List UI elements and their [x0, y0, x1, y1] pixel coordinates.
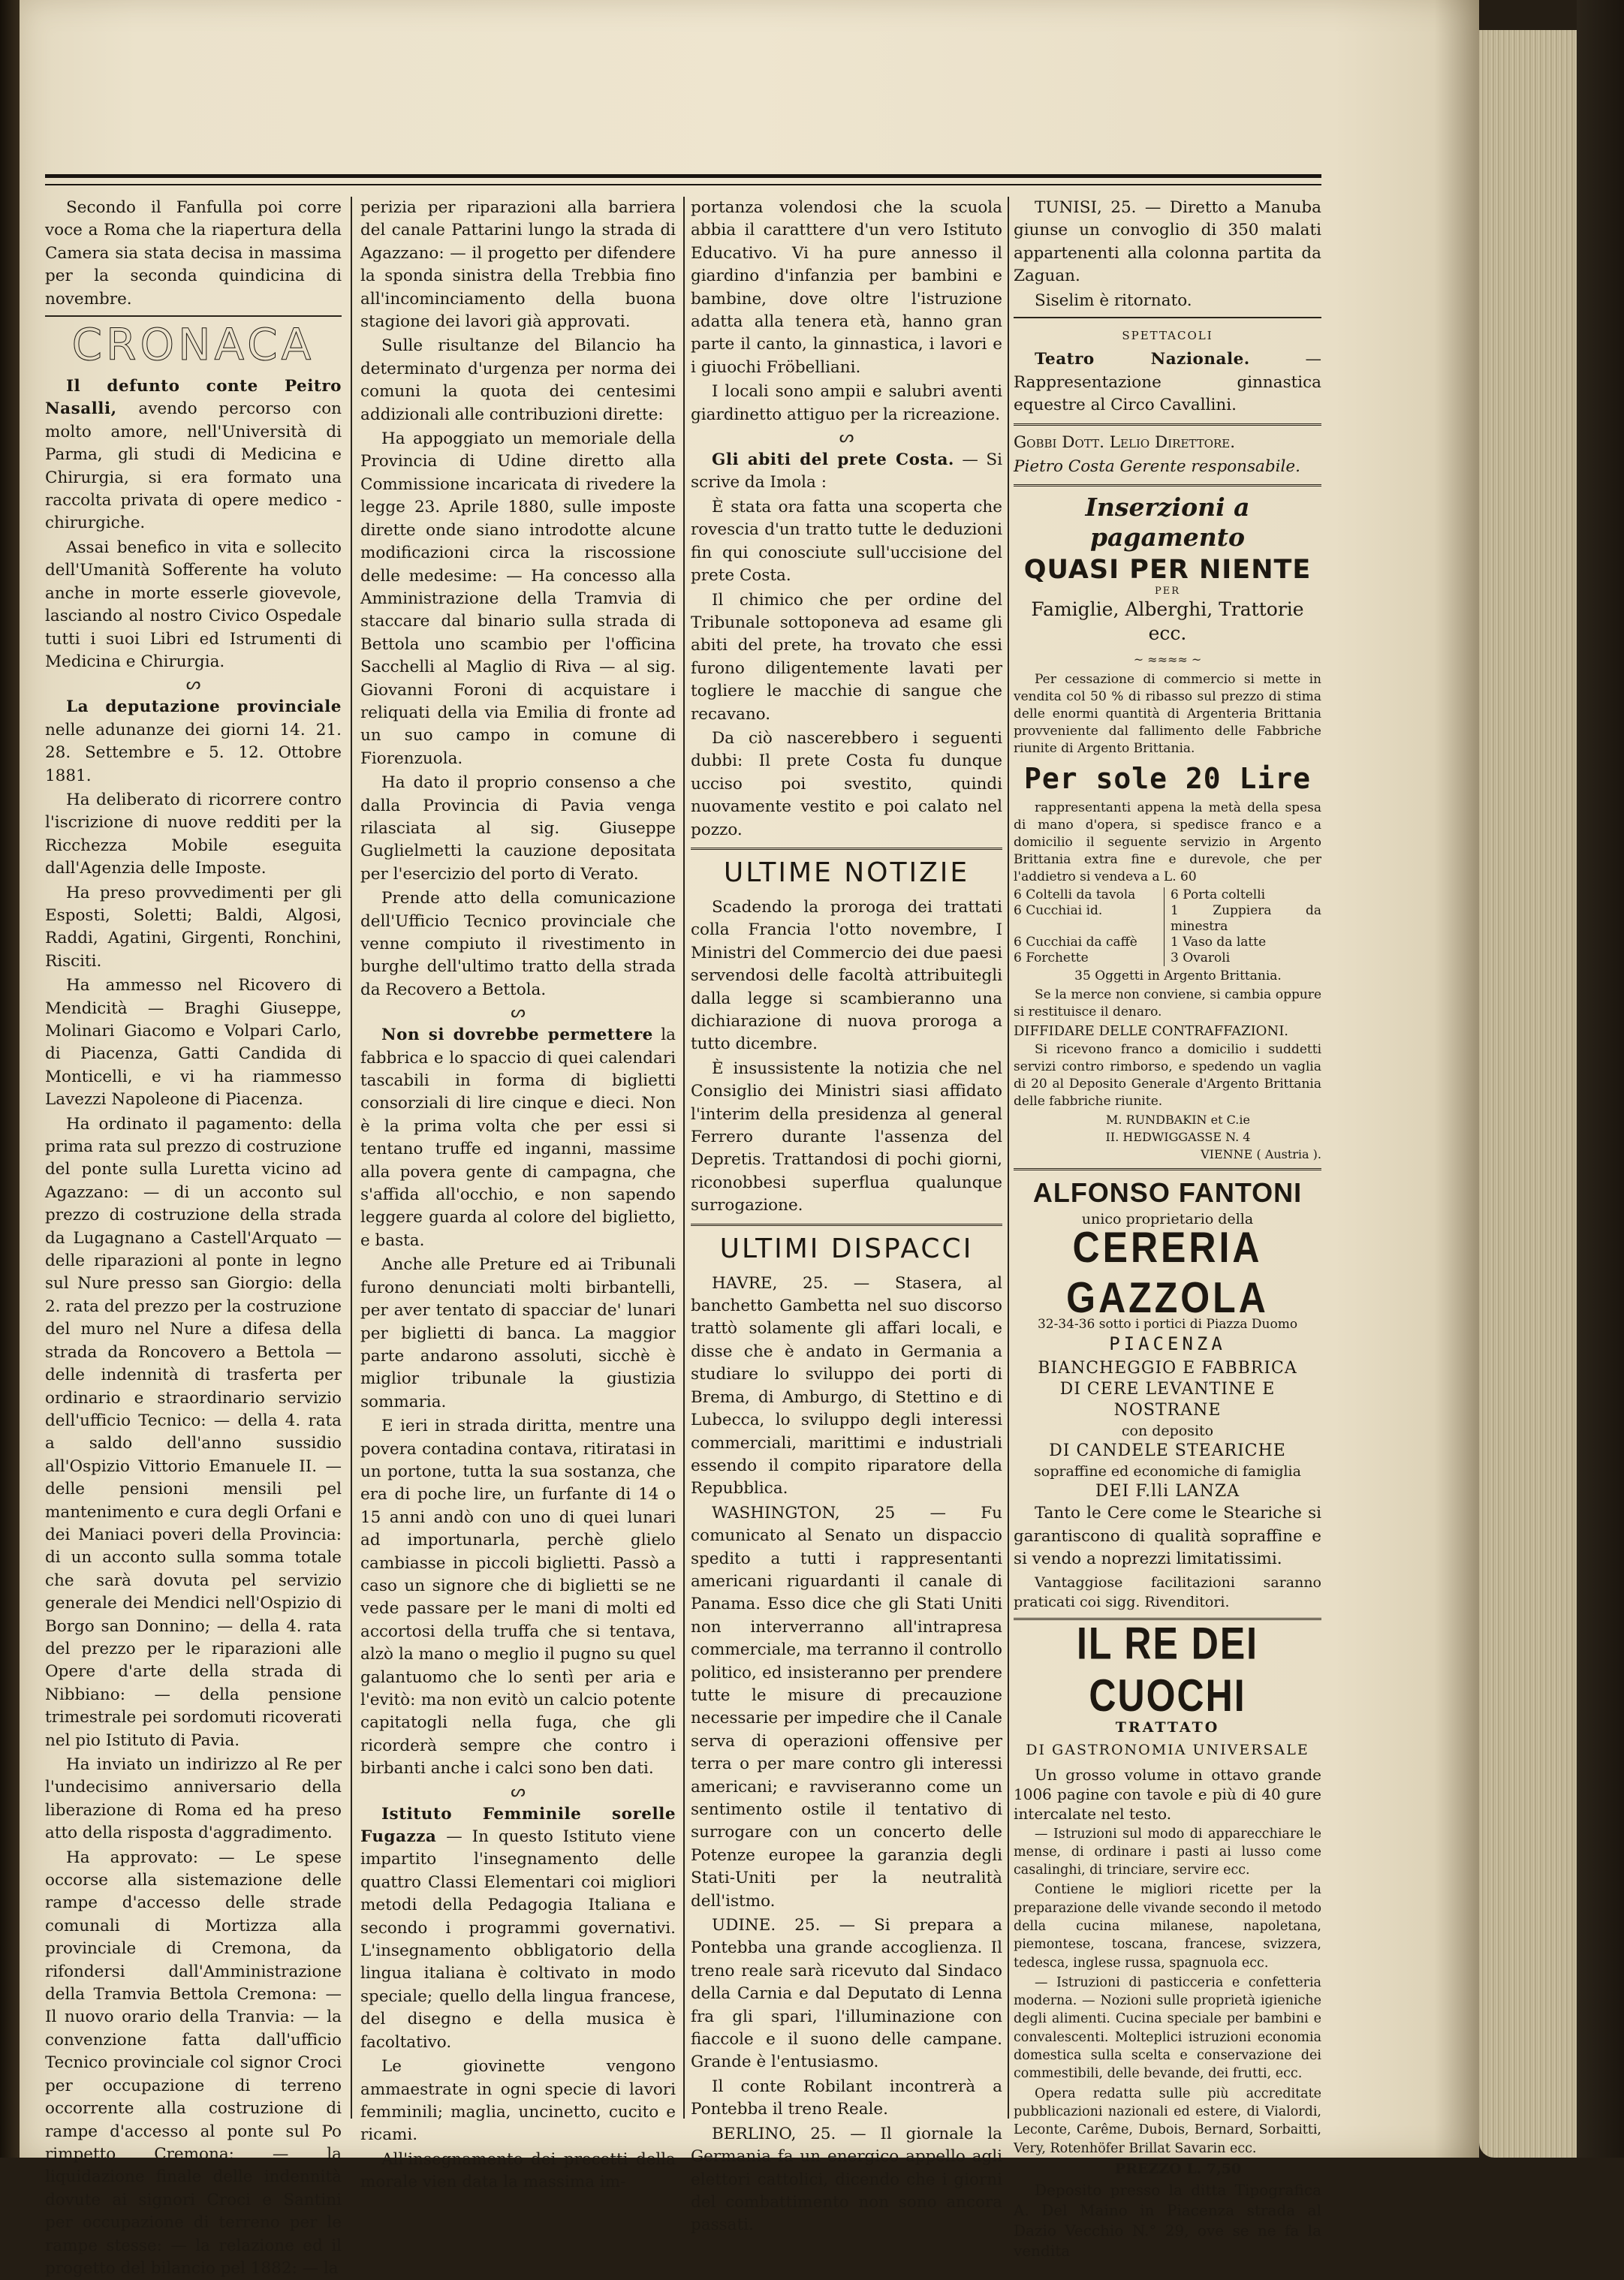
ad-text: Deposito presso la ditta Tipografica A. Del Maino in Piacenza strada al Dazio Vecchio N.° 29, ove se ne fa la vendita — [1014, 2180, 1321, 2260]
inserzioni-heading: Inserzioni a pagamento — [1085, 492, 1250, 553]
ad-line: DI CANDELE STEARICHE — [1049, 1441, 1286, 1461]
article-paragraph: Ha preso provvedimenti per gli Esposti, Soletti; Baldi, Algosi, Raddi, Agatini, Girgenti, Ronchini, Risciti. — [45, 883, 342, 971]
article-paragraph: Ha approvato: — Le spese occorse alla sistemazione delle rampe d'accesso delle strade comunali di Mortizza alla provinciale di Cremona, da rifondersi dall'Amministrazione della Tramvia Bettola Cremona: — Il nuovo orario della Tranvia: — la convenzione fatta dall'ufficio Tecnico provinciale col signor Croci per occupazione di terreno occorrente alla costruzione di rampe d'accesso al ponte sul Po rimpetto Cremona: — la liquidazione finale delle indennità dovute ai signori Croci e Santini per occupazione di terreno per le rampe stesse: — la relazione ed il progetto del bilancio pel 1882: — la — [45, 1848, 342, 2278]
intro-paragraph: Secondo il Fanfulla poi corre voce a Roma che la riapertura della Camera sia stata decisa in massima per la seconda quindicina di novembre. — [45, 198, 342, 309]
article-paragraph: E ieri in strada diritta, mentre una povera contadina contava, ritiratasi in un portone, tutta la sua sostanza, che era di poche lire, un furfante di 14 o 15 anni andò con uno di quei lunari ad importunarla, perchè glielo cambiasse in piccoli biglietti. Passò a caso un signore che di biglietti se ne vede passare per le mani di molti ed accortosi della truffa che si tentava, alzò la mano o meglio il pugno su quel galantuomo che lo sentì per aria e l'evitò: ma non evitò un calcio potente capitatogli nella fuga, che gli ricorderà sempre che contro i birbanti anche i calci sono ben dati. — [360, 1417, 676, 1779]
article-text: — In questo Istituto viene impartito l'insegnamento delle quattro Classi Elementari coi migliori metodi della Pedagogia Italiana e secondo i programmi governativi. L'insegnamento obbligatorio della lingua italiana è coltivato in modo speciale; quello della lingua francese, del disegno e della musica è facoltativo. — [360, 1827, 676, 2052]
article-lead: Il defunto conte Peitro Nasalli, — [45, 377, 342, 419]
signature-line: II. HEDWIGGASSE N. 4 — [1105, 1130, 1251, 1145]
ultime-notizie-heading: ULTIME NOTIZIE — [723, 857, 970, 888]
manager-line: Pietro Costa Gerente responsabile. — [1014, 457, 1300, 477]
article-paragraph: Da ciò nascerebbero i seguenti dubbi: Il prete Costa fu dunque ucciso poi svestito, quindi nuovamente vestito e poi calato nel pozzo. — [691, 728, 1002, 839]
per-label: PER — [1154, 586, 1181, 598]
ad-line: DI CERE LEVANTINE E NOSTRANE — [1059, 1380, 1276, 1420]
article-lead: Teatro Nazionale. — [1035, 350, 1250, 369]
list-item: 6 Forchette — [1014, 950, 1165, 966]
divider — [691, 848, 1002, 850]
list-item: 6 Cucchiai da caffè — [1014, 935, 1165, 950]
column-3 — [691, 197, 1002, 2235]
re-price: PREZZO L. 7,50 — [1114, 2160, 1242, 2177]
ad-line: sopraffine ed economiche di famiglia — [1034, 1463, 1301, 1480]
cereria-address: 32-34-36 sotto i portici di Piazza Duomo — [1037, 1317, 1298, 1333]
diffidare: DIFFIDARE DELLE CONTRAFFAZIONI. — [1014, 1023, 1289, 1040]
divider — [1014, 423, 1321, 426]
article-text: la fabbrica e lo spaccio di quei calendari tascabili in forma di biglietti consorziali di lire cinque e dieci. Non è la prima volta che per essi si tentano truffe ed inganni, massime alla povera gente di campagna, che s'affida all'occhio, e non sapendo leggere guarda al colore del biglietto, e basta. — [360, 1026, 676, 1250]
article-paragraph: Ha ordinato il pagamento: della prima rata sul prezzo di costruzione del ponte sulla Luretta vicino ad Agazzano: — di un acconto sul prezzo di costruzione della strada da Lugagnano a Castell'Arquato — delle riparazioni al ponte in legno sul Nure presso san Giorgio: della 2. rata del prezzo per la costruzione del muro nel Nure a difesa della strada da Roncovero a Bettola — delle indennità di trasferta per ordinario e straordinario servizio dell'ufficio Tecnico: — della 4. rata a saldo dell'anno sussidio all'Ospizio Vittorio Emanuele II. — delle pensioni mensili pel mantenimento e cura degli Orfani e dei Maniaci poveri della Provincia: di un acconto sulla somma totale che sarà dovuta pel servizio generale dei Mendici nell'Ospizio di Borgo san Donnino; — della 4. rata del prezzo per le riparazioni alle Opere d'arte della strada di Nibbiano: — della pensione trimestrale pei sordomuti ricoverati nel pio Istituto di Pavia. — [45, 1114, 342, 1750]
ornament: ᔕ — [511, 1003, 526, 1023]
article-paragraph: Sulle risultanze del Bilancio ha determinato d'urgenza per norma dei comuni la quota dei centesimi addizionali alle contribuzioni dirette: — [360, 336, 676, 424]
article-paragraph: HAVRE, 25. — Stasera, al banchetto Gambetta nel suo discorso trattò solamente gli affari locali, e disse che è andato in Germania a studiare lo sviluppo dei porti di Brema, di Amburgo, di Stettino e di Lubecca, lo sviluppo degli interessi commerciali, marittimi e industriali essendo il compito riparatore della Repubblica. — [691, 1273, 1002, 1498]
list-item: 1 Vaso da latte — [1171, 935, 1267, 950]
spettacoli-heading: SPETTACOLI — [1122, 329, 1213, 343]
ad-text: Per cessazione di commercio si mette in vendita col 50 % di ribasso sul prezzo di stima delle enormi quantità di Argenteria Brittania provveniente dal fallimento delle Fabbriche riunite di Argento Brittania. — [1014, 672, 1321, 757]
list-item: 1 Zuppiera da minestra — [1171, 903, 1321, 935]
article-paragraph: WASHINGTON, 25 — Fu comunicato al Senato un dispaccio spedito a tutti i rappresentanti americani riguardanti il canale di Panama. Esso dice che gli Stati Uniti non interverranno all'intrapresa commerciale, ma terranno il controllo politico, ed insisteranno per prendere tutte le misure di precauzione necessarie per impedire che il Canale serva di operazioni offensive per terra o per mare contro gli interessi americani; e ravviseranno come un sentimento ostile il tentativo di surrogare con un concerto delle Potenze europee la garanzia degli Stati-Uniti per la neutralità dell'istmo. — [691, 1503, 1002, 1911]
ad-text: Contiene le migliori ricette per la preparazione delle vivande secondo il metodo della cucina milanese, napoletana, piemontese, toscana, francese, svizzera, tedesca, inglese russa, spagnuola ecc. — [1014, 1882, 1321, 1971]
article-paragraph: Ha ammesso nel Ricovero di Mendicità — Braghi Giuseppe, Molinari Giacomo e Volpari Carlo, di Piacenza, Gatti Candida di Monticelli, e vi ha riammesso Lavezzi Napoleone di Piacenza. — [45, 976, 342, 1110]
signature-line: VIENNE ( Austria ). — [1201, 1147, 1321, 1162]
article-paragraph: I locali sono ampii e salubri aventi giardinetto attiguo per la ricreazione. — [691, 382, 1002, 424]
ornament: ᔕ — [839, 428, 854, 447]
list-item: 6 Cucchiai id. — [1014, 903, 1165, 935]
article-paragraph: È stata ora fatta una scoperta che rovescia d'un tratto tutte le deduzioni fin qui conosciute sull'uccisione del prete Costa. — [691, 497, 1002, 586]
ad-line: DEI F.lli LANZA — [1095, 1482, 1240, 1501]
item-list — [1014, 887, 1321, 966]
gastronomia-label: DI GASTRONOMIA UNIVERSALE — [1026, 1742, 1309, 1759]
cereria-heading: CERERIA GAZZOLA — [1066, 1223, 1269, 1323]
ad-text: — Istruzioni sul modo di apparecchiare le mense, di ordinare i pasti ai lusso come casalinghi, di trinciare, servire ecc. — [1014, 1826, 1321, 1878]
article-paragraph: Prende atto della comunicazione dell'Ufficio Tecnico provinciale che venne compiuto il rivestimento in burghe dell'ultimo tratto della strada da Recovero a Bettola. — [360, 889, 676, 999]
ornament: ᔕ — [511, 1782, 526, 1801]
article-paragraph: Ha deliberato di ricorrere contro l'iscrizione di nuove redditi per la Ricchezza Mobile eseguita dall'Agenzia delle Imposte. — [45, 790, 342, 878]
gutter-shadow — [1434, 0, 1479, 2158]
article-paragraph — [360, 1803, 676, 2054]
article-paragraph: All'insegnamento dei precetti della morale vien data la massima im- — [360, 2149, 676, 2192]
article-paragraph — [45, 696, 342, 788]
re-dei-cuochi-heading: IL RE DEI CUOCHI — [1076, 1618, 1259, 1721]
article-text: — Rappresentazione ginnastica equestre al Circo Cavallini. — [1014, 350, 1321, 415]
divider — [45, 315, 342, 317]
ad-text: Se la merce non conviene, si cambia oppure si restituisce il denaro. — [1014, 987, 1321, 1020]
article-text: avendo percorso con molto amore, nell'Università di Parma, gli studi di Medicina e Chirurgia, si era formato una raccolta privata di opere medico - chirurgiche. — [45, 399, 342, 533]
article-paragraph: Siselim è ritornato. — [1035, 291, 1192, 310]
fantoni-heading: ALFONSO FANTONI — [1032, 1177, 1303, 1209]
article-paragraph: Il chimico che per ordine del Tribunale sottoponeva ad esame gli abiti del prete, ha trovato che essi furono diligentemente lavati per togliere le macchie di sangue che recavano. — [691, 590, 1002, 724]
article-paragraph: perizia per riparazioni alla barriera del canale Pattarini lungo la strada di Agazzano: — il progetto per difendere la sponda sinistra della Trebbia fino all'incominciamento della buona stagione dei lavori già approvati. — [360, 198, 676, 332]
article-paragraph: BERLINO, 25. — Il giornale la Germania fa un energico appello agli elettori cattolici, dicendo che i giorni del combattimento non sono ancora passati. — [691, 2124, 1002, 2235]
ad-text: Opera redatta sulle più accreditate pubblicazioni nazionali ed estere, di Vialordi, Leconte, Carême, Dubois, Bernard, Sorbaitti, Very, Rotenhöfer Brillat Savarin ecc. — [1014, 2086, 1321, 2156]
article-paragraph: Assai benefico in vita e sollecito dell'Umanità Sofferente ha voluto anche in morte esserle giovevole, lasciando al nostro Civico Ospedale tutti i suoi Libri ed Istrumenti di Medicina e Chirurgia. — [45, 538, 342, 671]
city-name: PIACENZA — [1109, 1333, 1226, 1355]
ins-families: Famiglie, Alberghi, Trattorie ecc. — [1031, 598, 1304, 645]
article-lead: Gli abiti del prete Costa. — [712, 450, 954, 470]
column-rule — [1008, 197, 1009, 2119]
ornament: ᔕ — [185, 675, 201, 694]
list-item: 6 Coltelli da tavola — [1014, 887, 1165, 903]
article-paragraph: Scadendo la proroga dei trattati colla Francia l'otto novembre, I Ministri del Commercio dei due paesi servendosi delle facoltà attribuitegli dalla legge si scambieranno una dichiarazione di nuova proroga a tutto dicembre. — [691, 897, 1002, 1054]
ad-text: Un grosso volume in ottavo grande 1006 pagine con tavole e più di 40 gure intercalate nel testo. — [1014, 1765, 1321, 1823]
quasi-per-niente: QUASI PER NIENTE — [1023, 555, 1312, 586]
page-edges — [1479, 30, 1584, 2158]
article-text: — Si scrive da Imola : — [691, 450, 1002, 492]
top-rule — [45, 174, 1321, 185]
column-rule — [683, 197, 685, 2119]
list-item: 3 Ovaroli — [1171, 950, 1231, 966]
article-paragraph: Anche alle Preture ed ai Tribunali furono denunciati molti birbantelli, per aver tentato di spacciar de' lunari per biglietti di banca. La maggior parte andarono assoluti, sicchè è miglior tribunale la giustizia sommaria. — [360, 1255, 676, 1411]
article-paragraph — [691, 449, 1002, 495]
article-paragraph: È insussistente la notizia che nel Consiglio dei Ministri siasi affidato l'interim della presidenza al general Ferrero durante l'assenza del Depretis. Trattandosi di pochi giorni, riconobbesi superflua qualunque surrogazione. — [691, 1059, 1002, 1215]
article-paragraph: Ha inviato un indirizzo al Re per l'undecisimo anniversario della liberazione di Roma ed ha preso atto della risposta d'aggradimento. — [45, 1755, 342, 1843]
ultimi-dispacci-heading: ULTIMI DISPACCI — [719, 1233, 974, 1264]
divider — [691, 1224, 1002, 1226]
ad-line: BIANCHEGGIO E FABBRICA — [1038, 1359, 1297, 1378]
article-paragraph — [1014, 348, 1321, 417]
cronaca-heading: CRONACA — [71, 319, 315, 371]
article-lead: Istituto Femminile sorelle Fugazza — [360, 1804, 676, 1847]
ad-text: Vantaggiose facilitazioni saranno praticati coi sigg. Rivenditori. — [1014, 1574, 1321, 1610]
column-2 — [360, 197, 676, 2192]
article-paragraph — [360, 1024, 676, 1252]
ad-text: rappresentanti appena la metà della spesa di mano d'opera, si spedisce franco e a domicilio il seguente servizio in Argento Brittania extra fine e durevole, che per l'addietro si vendeva a L. 60 — [1014, 800, 1321, 885]
article-lead: La deputazione provinciale — [66, 697, 342, 717]
ad-line: con deposito — [1121, 1423, 1214, 1440]
divider — [1014, 1168, 1321, 1170]
price-headline: Per sole 20 Lire — [1023, 762, 1312, 796]
fantoni-subtitle: unico proprietario della — [1081, 1211, 1254, 1228]
divider — [1014, 484, 1321, 486]
ad-text: Si ricevono franco a domicilio i suddetti servizi contro rimborso, e spedendo un vaglia di 20 al Deposito Generale d'Argento Brittania delle fabbriche riunite. — [1014, 1042, 1321, 1110]
column-rule — [351, 197, 352, 2119]
article-paragraph: Ha appoggiato un memoriale della Provincia di Udine diretto alla Commissione incaricata di rivedere la legge 23. Aprile 1880, sulle imposte dirette onde siano introdotte alcune modificazioni circa la riscossione delle medesime: — Ha concesso alla Amministrazione della Tramvia di staccare dal binario sulla strada di Bettola uno scambio per l'officina Sacchelli al Maglio di Riva — al sig. Giovanni Foroni di acquistare i reliquati della via Emilia di fronte ad un suo campo in comune di Fiorenzuola. — [360, 429, 676, 768]
article-paragraph: UDINE. 25. — Si prepara a Pontebba una grande accoglienza. Il treno reale sarà ricevuto dal Sindaco della Carnia e dal Deputato di Lenna fra gli spari, l'illuminazione con fiaccole e il suono delle campane. Grande è l'entusiasmo. — [691, 1916, 1002, 2072]
article-paragraph: Ha dato il proprio consenso a che dalla Provincia di Pavia venga rilasciata al sig. Giuseppe Guglielmetti la cauzione depositata per l'esercizio del porto di Verato. — [360, 773, 676, 884]
article-lead: Non si dovrebbe permettere — [381, 1026, 653, 1045]
article-paragraph: TUNISI, 25. — Diretto a Manuba giunse un convoglio di 350 malati appartenenti alla colonna partita da Zaguan. — [1014, 198, 1321, 286]
article-paragraph: portanza volendosi che la scuola abbia il caratttere d'un vero Istituto Educativo. Vi ha pure annesso il giardino d'infanzia per bambini e bambine, dove oltre l'istruzione adatta alla tenera età, hanno gran parte il canto, la ginnastica, i lavori e i giuochi Fröbelliani. — [691, 198, 1002, 377]
article-paragraph: Le giovinette vengono ammaestrate in ogni specie di lavori femminili; maglia, uncinetto, cucito e ricami. — [360, 2057, 676, 2145]
trattato-label: TRATTATO — [1115, 1718, 1220, 1736]
book-cover-right — [1577, 0, 1624, 2158]
list-total: 35 Oggetti in Argento Brittania. — [1074, 968, 1282, 984]
ornament: ~ ≈≈≈≈ ~ — [1133, 652, 1202, 667]
article-paragraph — [45, 375, 342, 535]
signature-line: M. RUNDBAKIN et C.ie — [1106, 1113, 1250, 1128]
ad-text: — Istruzioni di pasticceria e confetteria moderna. — Nozioni sulle proprietà igieniche degli alimenti. Cucina speciale per bambini e convalescenti. Molteplici istruzioni economia domestica sulla scelta e conservazione dei commestibili, delle bevande, dei frutti, ecc. — [1014, 1974, 1321, 2082]
director-line: Gobbi Dott. Lelio Direttore. — [1014, 432, 1236, 452]
ad-text: Tanto le Cere come le Steariche si garantiscono di qualità sopraffine e si vendo a noprezzi limitatissimi. — [1014, 1504, 1321, 1569]
article-paragraph: Il conte Robilant incontrerà a Pontebba il treno Reale. — [691, 2077, 1002, 2119]
list-item: 6 Porta coltelli — [1171, 887, 1266, 903]
column-1 — [45, 197, 342, 2278]
column-4 — [1014, 197, 1321, 2260]
article-text: nelle adunanze dei giorni 14. 21. 28. Settembre e 5. 12. Ottobre 1881. — [45, 720, 342, 785]
divider — [1014, 317, 1321, 318]
